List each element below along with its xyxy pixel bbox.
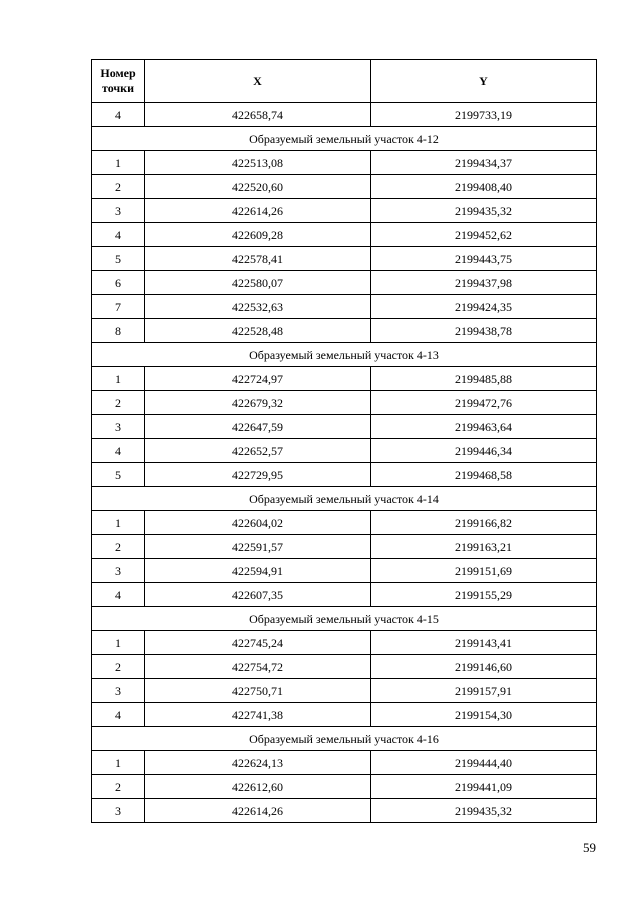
point-number-cell: 5 [92, 463, 145, 487]
point-number-cell: 4 [92, 439, 145, 463]
y-coordinate-cell: 2199143,41 [371, 631, 597, 655]
x-coordinate-cell: 422658,74 [145, 103, 371, 127]
section-title: Образуемый земельный участок 4-13 [92, 343, 597, 367]
x-coordinate-cell: 422513,08 [145, 151, 371, 175]
table-row [92, 175, 597, 199]
y-coordinate-cell: 2199446,34 [371, 439, 597, 463]
point-number-cell: 4 [92, 703, 145, 727]
point-number-cell: 6 [92, 271, 145, 295]
point-number-cell: 2 [92, 775, 145, 799]
section-title-row [92, 607, 597, 631]
section-title: Образуемый земельный участок 4-12 [92, 127, 597, 151]
point-number-cell: 1 [92, 631, 145, 655]
table-header [92, 60, 597, 103]
point-number-cell: 3 [92, 679, 145, 703]
x-coordinate-cell: 422679,32 [145, 391, 371, 415]
y-coordinate-cell: 2199434,37 [371, 151, 597, 175]
y-coordinate-cell: 2199435,32 [371, 199, 597, 223]
point-number-cell: 2 [92, 655, 145, 679]
table-row [92, 223, 597, 247]
point-number-header-line1: Номер [100, 66, 136, 80]
y-coordinate-cell: 2199151,69 [371, 559, 597, 583]
table-row [92, 247, 597, 271]
page-number: 59 [583, 840, 596, 855]
x-coordinate-cell: 422652,57 [145, 439, 371, 463]
table-row [92, 751, 597, 775]
x-coordinate-cell: 422580,07 [145, 271, 371, 295]
table-row [92, 391, 597, 415]
point-number-header-line2: точки [101, 81, 135, 95]
point-number-cell: 3 [92, 415, 145, 439]
y-coordinate-cell: 2199155,29 [371, 583, 597, 607]
x-coordinate-cell: 422578,41 [145, 247, 371, 271]
x-header: X [145, 60, 371, 103]
header-row [92, 60, 597, 103]
y-coordinate-cell: 2199435,32 [371, 799, 597, 823]
point-number-cell: 3 [92, 199, 145, 223]
y-coordinate-cell: 2199468,58 [371, 463, 597, 487]
table-row [92, 559, 597, 583]
point-number-cell: 5 [92, 247, 145, 271]
coordinates-table [91, 59, 597, 823]
y-coordinate-cell: 2199472,76 [371, 391, 597, 415]
y-coordinate-cell: 2199437,98 [371, 271, 597, 295]
point-number-cell: 2 [92, 391, 145, 415]
table-row [92, 799, 597, 823]
table-row [92, 319, 597, 343]
y-coordinate-cell: 2199424,35 [371, 295, 597, 319]
y-coordinate-cell: 2199408,40 [371, 175, 597, 199]
point-number-cell: 4 [92, 103, 145, 127]
x-coordinate-cell: 422591,57 [145, 535, 371, 559]
table-row [92, 103, 597, 127]
point-number-cell: 7 [92, 295, 145, 319]
section-title-row [92, 127, 597, 151]
table-row [92, 511, 597, 535]
x-coordinate-cell: 422745,24 [145, 631, 371, 655]
table-row [92, 775, 597, 799]
x-coordinate-cell: 422729,95 [145, 463, 371, 487]
section-title: Образуемый земельный участок 4-14 [92, 487, 597, 511]
x-coordinate-cell: 422614,26 [145, 799, 371, 823]
y-coordinate-cell: 2199452,62 [371, 223, 597, 247]
x-coordinate-cell: 422754,72 [145, 655, 371, 679]
point-number-cell: 3 [92, 559, 145, 583]
table-row [92, 415, 597, 439]
point-number-cell: 1 [92, 367, 145, 391]
point-number-cell: 3 [92, 799, 145, 823]
point-number-cell: 1 [92, 751, 145, 775]
table-row [92, 583, 597, 607]
table-row [92, 535, 597, 559]
y-header: Y [371, 60, 597, 103]
point-number-cell: 1 [92, 151, 145, 175]
point-number-header [92, 60, 145, 103]
x-coordinate-cell: 422750,71 [145, 679, 371, 703]
point-number-cell: 1 [92, 511, 145, 535]
section-title: Образуемый земельный участок 4-16 [92, 727, 597, 751]
y-coordinate-cell: 2199438,78 [371, 319, 597, 343]
x-coordinate-cell: 422609,28 [145, 223, 371, 247]
x-coordinate-cell: 422741,38 [145, 703, 371, 727]
table-body [92, 103, 597, 823]
x-coordinate-cell: 422612,60 [145, 775, 371, 799]
table-row [92, 367, 597, 391]
table-row [92, 271, 597, 295]
table-row [92, 151, 597, 175]
section-title-row [92, 727, 597, 751]
x-coordinate-cell: 422532,63 [145, 295, 371, 319]
table-row [92, 463, 597, 487]
x-coordinate-cell: 422594,91 [145, 559, 371, 583]
y-coordinate-cell: 2199163,21 [371, 535, 597, 559]
section-title-row [92, 343, 597, 367]
y-coordinate-cell: 2199444,40 [371, 751, 597, 775]
y-coordinate-cell: 2199154,30 [371, 703, 597, 727]
point-number-cell: 2 [92, 535, 145, 559]
x-coordinate-cell: 422528,48 [145, 319, 371, 343]
table-row [92, 199, 597, 223]
y-coordinate-cell: 2199463,64 [371, 415, 597, 439]
y-coordinate-cell: 2199157,91 [371, 679, 597, 703]
table-row [92, 439, 597, 463]
y-coordinate-cell: 2199146,60 [371, 655, 597, 679]
table-row [92, 679, 597, 703]
x-coordinate-cell: 422614,26 [145, 199, 371, 223]
table-row [92, 655, 597, 679]
section-title: Образуемый земельный участок 4-15 [92, 607, 597, 631]
y-coordinate-cell: 2199485,88 [371, 367, 597, 391]
x-coordinate-cell: 422520,60 [145, 175, 371, 199]
y-coordinate-cell: 2199733,19 [371, 103, 597, 127]
x-coordinate-cell: 422607,35 [145, 583, 371, 607]
table-row [92, 631, 597, 655]
x-coordinate-cell: 422624,13 [145, 751, 371, 775]
x-coordinate-cell: 422724,97 [145, 367, 371, 391]
section-title-row [92, 487, 597, 511]
table-row [92, 703, 597, 727]
x-coordinate-cell: 422604,02 [145, 511, 371, 535]
point-number-cell: 2 [92, 175, 145, 199]
point-number-cell: 4 [92, 223, 145, 247]
point-number-cell: 4 [92, 583, 145, 607]
y-coordinate-cell: 2199443,75 [371, 247, 597, 271]
table-row [92, 295, 597, 319]
x-coordinate-cell: 422647,59 [145, 415, 371, 439]
point-number-cell: 8 [92, 319, 145, 343]
y-coordinate-cell: 2199441,09 [371, 775, 597, 799]
y-coordinate-cell: 2199166,82 [371, 511, 597, 535]
